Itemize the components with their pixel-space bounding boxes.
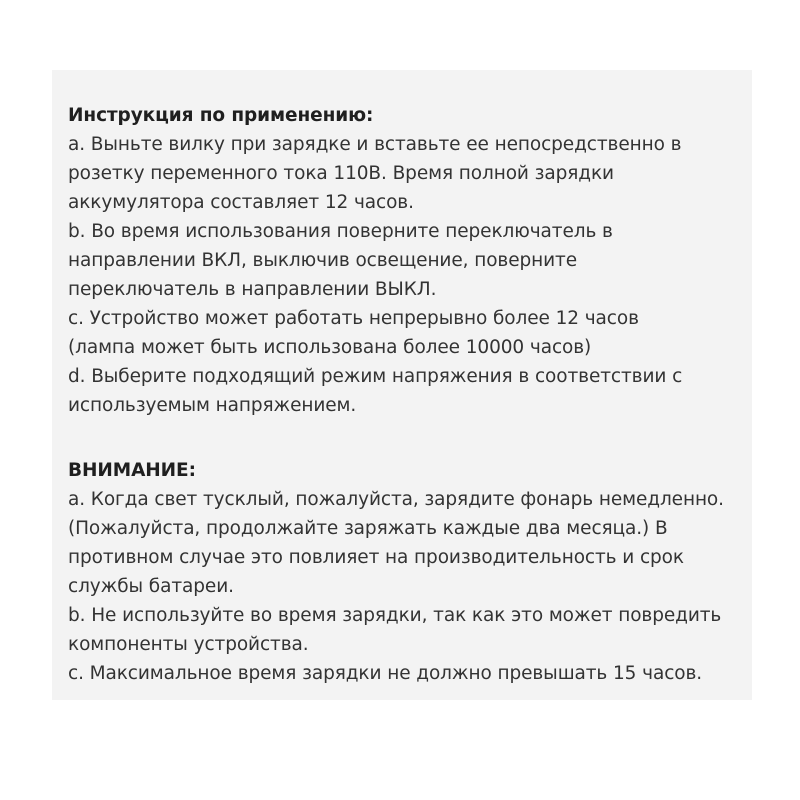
instructions-heading: Инструкция по применению: [68, 105, 374, 126]
warning-heading: ВНИМАНИЕ: [68, 460, 196, 481]
instructions-line: используемым напряжением. [68, 395, 357, 416]
warning-line: (Пожалуйста, продолжайте заряжать каждые два месяца.) В [68, 518, 668, 539]
warning-line: b. Не используйте во время зарядки, так как это может повредить [68, 605, 722, 626]
instructions-line: d. Выберите подходящий режим напряжения в соответствии с [68, 366, 683, 387]
instructions-line: (лампа может быть использована более 10000 часов) [68, 337, 592, 358]
instructions-line: направлении ВКЛ, выключив освещение, поверните [68, 250, 578, 271]
warning-line: компоненты устройства. [68, 634, 309, 655]
warning-line: противном случае это повлияет на производительность и срок [68, 547, 684, 568]
instructions-line: c. Устройство может работать непрерывно более 12 часов [68, 308, 639, 329]
warning-line: c. Максимальное время зарядки не должно превышать 15 часов. [68, 663, 703, 684]
instructions-line: розетку переменного тока 110В. Время полной зарядки [68, 163, 614, 184]
instructions-line: переключатель в направлении ВЫКЛ. [68, 279, 437, 300]
warning-line: службы батареи. [68, 576, 234, 597]
warning-section [68, 456, 758, 688]
instructions-section [68, 101, 758, 420]
instructions-line: аккумулятора составляет 12 часов. [68, 192, 414, 213]
instructions-line: b. Во время использования поверните переключатель в [68, 221, 613, 242]
warning-line: a. Когда свет тусклый, пожалуйста, зарядите фонарь немедленно. [68, 489, 724, 510]
instructions-line: a. Выньте вилку при зарядке и вставьте ее непосредственно в [68, 134, 682, 155]
